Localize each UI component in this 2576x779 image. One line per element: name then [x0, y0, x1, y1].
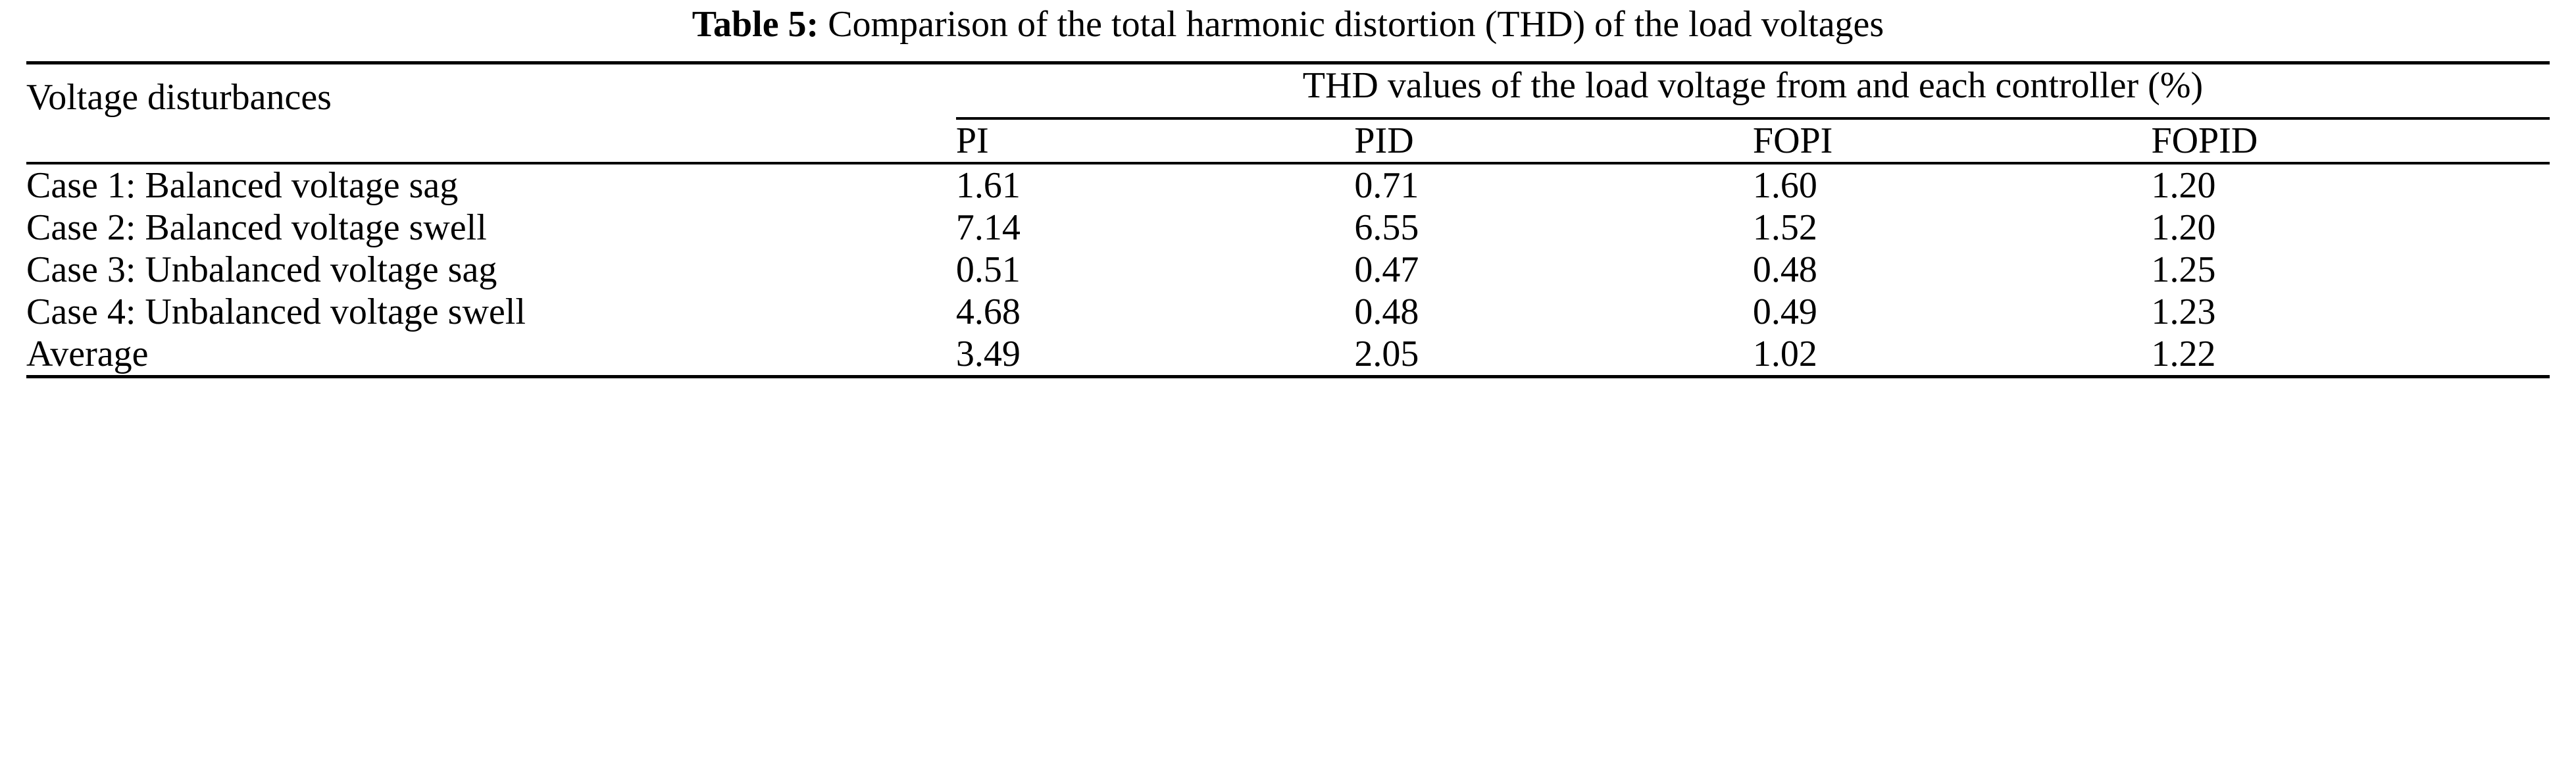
- table-caption: [26, 0, 2550, 61]
- table-container: [0, 0, 2576, 378]
- cell-fopid: 1.20: [2151, 164, 2216, 206]
- row-label: Case 3: Unbalanced voltage sag: [26, 249, 497, 290]
- row-label: Average: [26, 333, 956, 377]
- row-label: Case 1: Balanced voltage sag: [26, 164, 459, 206]
- row-header-label: Voltage disturbances: [26, 63, 956, 118]
- table-header-row-columns: [26, 118, 2550, 163]
- table-row: [26, 333, 2550, 377]
- table-row: [26, 291, 2550, 333]
- cell-fopi: 1.52: [1752, 207, 1817, 248]
- cell-pi: 1.61: [955, 164, 1021, 206]
- cell-fopi: 0.48: [1752, 249, 1817, 290]
- caption-label: Table 5:: [692, 4, 819, 45]
- cell-fopi: 1.02: [1753, 333, 2152, 377]
- caption-text: Comparison of the total harmonic distortion (THD) of the load voltages: [828, 4, 1884, 45]
- column-header-pid: PID: [1354, 118, 1753, 163]
- group-header-label: THD values of the load voltage from and each controller (%): [956, 63, 2550, 118]
- table-header-row-group: [26, 63, 2550, 118]
- cell-pid: 0.47: [1354, 249, 1419, 290]
- cell-pid: 2.05: [1354, 333, 1753, 377]
- cell-fopid: 1.23: [2151, 291, 2216, 332]
- cell-fopid: 1.25: [2151, 249, 2216, 290]
- cell-fopid: 1.22: [2151, 333, 2550, 377]
- column-header-fopid: FOPID: [2151, 118, 2550, 163]
- column-header-pi: PI: [956, 118, 1355, 163]
- row-label: Case 4: Unbalanced voltage swell: [26, 291, 526, 332]
- cell-pid: 0.71: [1354, 164, 1419, 206]
- table-row: [26, 207, 2550, 249]
- cell-fopi: 0.49: [1752, 291, 1817, 332]
- cell-pi: 0.51: [955, 249, 1021, 290]
- cell-fopi: 1.60: [1752, 164, 1817, 206]
- cell-pi: 4.68: [955, 291, 1021, 332]
- column-header-blank: [26, 118, 956, 163]
- cell-pid: 0.48: [1354, 291, 1419, 332]
- column-header-fopi: FOPI: [1753, 118, 2152, 163]
- table-row: [26, 249, 2550, 291]
- cell-pi: 3.49: [956, 333, 1355, 377]
- row-label: Case 2: Balanced voltage swell: [26, 207, 487, 248]
- cell-pi: 7.14: [955, 207, 1021, 248]
- thd-comparison-table: [26, 61, 2550, 378]
- cell-fopid: 1.20: [2151, 207, 2216, 248]
- table-row: [26, 163, 2550, 207]
- cell-pid: 6.55: [1354, 207, 1419, 248]
